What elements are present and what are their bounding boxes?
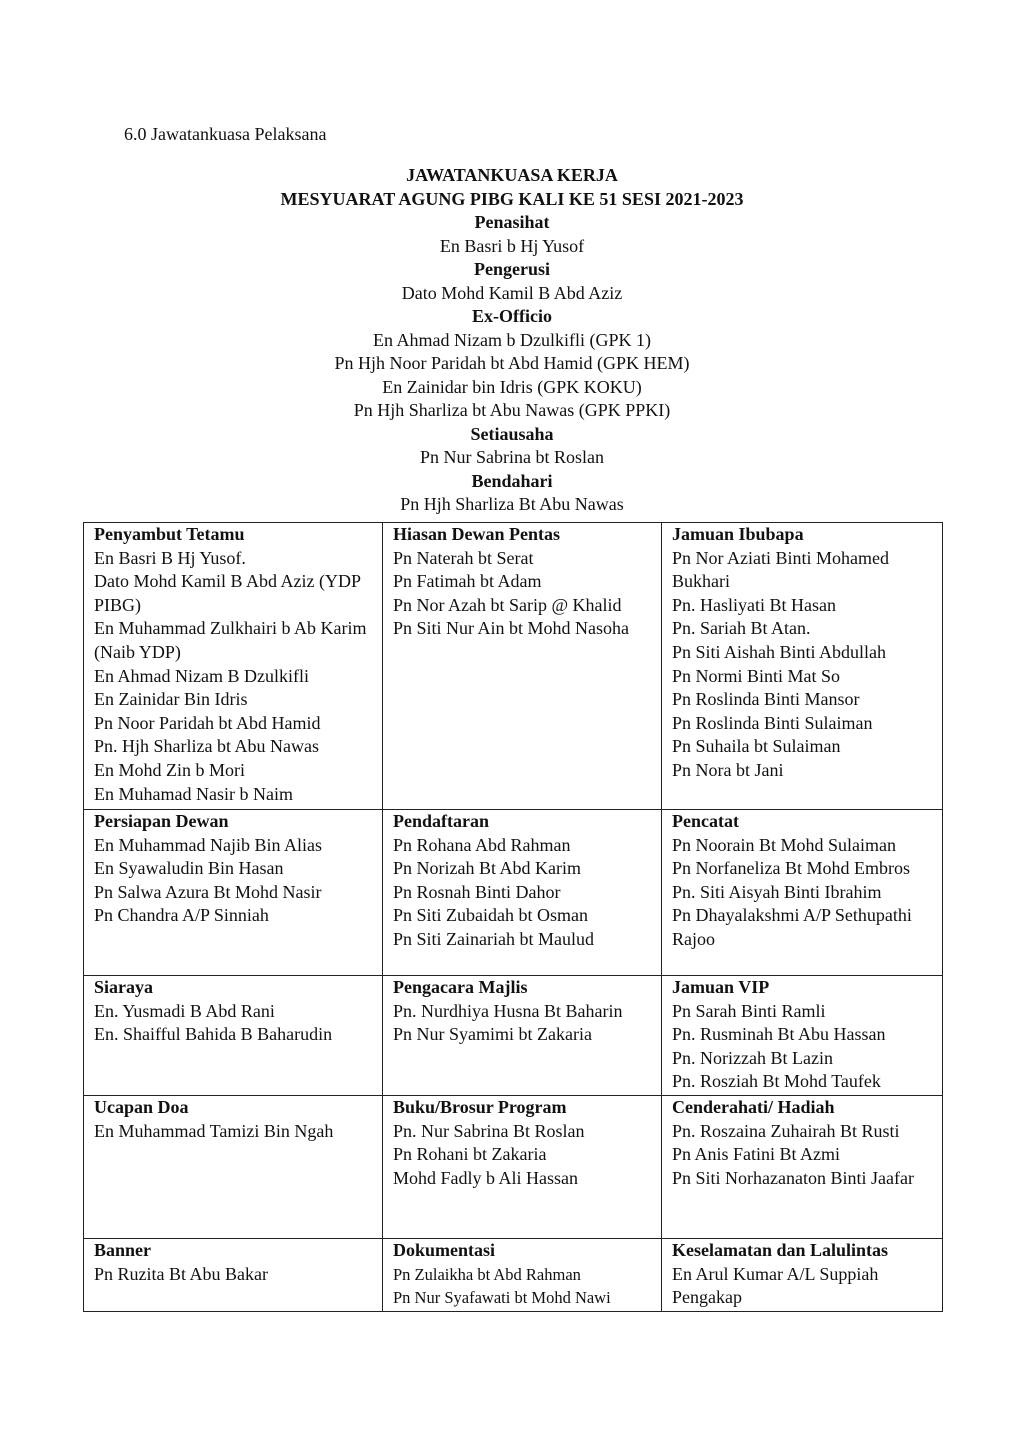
committee-title: Siaraya [94,977,154,997]
role-title-ex-officio: Ex-Officio [472,306,552,326]
committee-member: En Basri B Hj Yusof. [94,547,246,568]
committee-member: En Syawaludin Bin Hasan [94,858,284,879]
committee-member: Pn Siti Zainariah bt Maulud [393,928,594,949]
committee-cell [383,1239,662,1312]
committee-member: Pn Anis Fatini Bt Azmi [672,1144,841,1165]
committee-member: Pn Roslinda Binti Sulaiman [672,712,873,733]
committee-title: Buku/Brosur Program [393,1097,567,1117]
committee-member: Pn Nor Azah bt Sarip @ Khalid [393,594,622,615]
committee-member: Pn. Roszaina Zuhairah Bt Rusti [672,1120,900,1141]
header-title-line2: MESYUARAT AGUNG PIBG KALI KE 51 SESI 2021-2023 [280,188,744,209]
committee-member: En. Shaifful Bahida B Baharudin [94,1024,333,1045]
committee-member: Pn Sarah Binti Ramli [672,1000,826,1021]
committee-cell [662,1239,943,1312]
committee-member: En Muhammad Zulkhairi b Ab Karim (Naib YDP) [94,618,367,662]
committee-cell [84,1239,383,1312]
committee-member: Pn. Siti Aisyah Binti Ibrahim [672,881,882,902]
committee-member: En Muhamad Nasir b Naim [94,783,293,804]
committee-title: Pengacara Majlis [393,977,528,997]
committee-member: Pn Naterah bt Serat [393,547,534,568]
committee-member: En Muhammad Tamizi Bin Ngah [94,1120,334,1141]
committee-title: Cenderahati/ Hadiah [672,1097,835,1117]
committee-member: Pn Siti Nur Ain bt Mohd Nasoha [393,618,630,639]
committee-member: En Mohd Zin b Mori [94,759,245,780]
committee-cell [383,976,662,1096]
committee-member: Pn Siti Aishah Binti Abdullah [672,641,887,662]
committee-member: Pn. Rosziah Bt Mohd Taufek [672,1071,881,1092]
committee-member: Pn Noorain Bt Mohd Sulaiman [672,834,896,855]
committee-cell [383,1096,662,1239]
committee-member: Pn. Norizzah Bt Lazin [672,1047,833,1068]
role-member: En Ahmad Nizam b Dzulkifli (GPK 1) [373,329,651,350]
role-member: Dato Mohd Kamil B Abd Aziz [401,282,623,303]
committee-member: Pn Rohana Abd Rahman [393,834,571,855]
committee-title: Ucapan Doa [94,1097,189,1117]
committee-member: Pn. Sariah Bt Atan. [672,618,811,639]
committee-title: Jamuan VIP [672,977,770,997]
committee-cell [84,810,383,976]
committee-member: Pn Norizah Bt Abd Karim [393,858,581,879]
table-row [84,1096,943,1239]
committee-member: Pn Salwa Azura Bt Mohd Nasir [94,881,322,902]
committee-member: En Muhammad Najib Bin Alias [94,834,322,855]
committee-member: En. Yusmadi B Abd Rani [94,1000,275,1021]
committee-cell [84,523,383,810]
committee-member: En Zainidar Bin Idris [94,689,248,710]
section-title: 6.0 Jawatankuasa Pelaksana [124,124,327,144]
committee-member: Dato Mohd Kamil B Abd Aziz (YDP PIBG) [94,571,361,615]
committee-title: Pencatat [672,811,739,831]
committee-title: Keselamatan dan Lalulintas [672,1240,889,1260]
table-row [84,976,943,1096]
committee-cell [662,1096,943,1239]
committee-member: Pn. Nur Sabrina Bt Roslan [393,1120,585,1141]
committee-cell [84,976,383,1096]
committee-cell [662,523,943,810]
committee-cell [662,976,943,1096]
committee-member: Pn Nor Aziati Binti Mohamed Bukhari [672,547,889,592]
committee-member: Pn Normi Binti Mat So [672,665,841,686]
committee-cell [84,1096,383,1239]
table-row [84,810,943,976]
committee-member: Pn Norfaneliza Bt Mohd Embros [672,858,910,879]
table-row [84,1239,943,1312]
committee-member: Pn Siti Norhazanaton Binti Jaafar [672,1167,914,1188]
committee-member: Pn. Hjh Sharliza bt Abu Nawas [94,736,319,757]
committee-member: Pn Nur Syafawati bt Mohd Nawi [393,1288,611,1308]
committee-member: Pn Siti Zubaidah bt Osman [393,905,588,926]
committee-member: Pn Dhayalakshmi A/P Sethupathi Rajoo [672,905,912,949]
committee-member: Pn Rohani bt Zakaria [393,1144,547,1165]
role-member: En Basri b Hj Yusof [439,235,585,256]
committee-member: Pn Nora bt Jani [672,759,784,780]
committee-member: Pn Nur Syamimi bt Zakaria [393,1024,592,1045]
committee-member: Pn Fatimah bt Adam [393,571,542,592]
committee-cell [662,810,943,976]
committee-member: Pn Ruzita Bt Abu Bakar [94,1263,268,1284]
committee-title: Persiapan Dewan [94,811,229,831]
committee-member: Pn Zulaikha bt Abd Rahman [393,1264,581,1284]
committee-table [83,522,943,1312]
role-member: Pn Hjh Sharliza Bt Abu Nawas [400,494,624,514]
committee-member: En Ahmad Nizam B Dzulkifli [94,665,309,686]
header-title-line1: JAWATANKUASA KERJA [406,165,618,185]
committee-title: Hiasan Dewan Pentas [393,524,561,544]
role-title-pengerusi: Pengerusi [474,259,550,279]
committee-member: Pn. Rusminah Bt Abu Hassan [672,1024,886,1045]
role-member: En Zainidar bin Idris (GPK KOKU) [382,376,642,397]
role-member: Pn Nur Sabrina bt Roslan [420,447,604,467]
committee-cell [383,523,662,810]
role-title-bendahari: Bendahari [471,470,553,491]
committee-title: Jamuan Ibubapa [672,524,804,544]
committee-member: Pn. Hasliyati Bt Hasan [672,594,836,615]
committee-member: En Arul Kumar A/L Suppiah [672,1263,879,1284]
committee-member: Pengakap [672,1287,742,1308]
role-title-setiausaha: Setiausaha [470,423,554,444]
role-title-penasihat: Penasihat [474,212,550,232]
committee-member: Pn Noor Paridah bt Abd Hamid [94,712,321,733]
committee-title: Banner [94,1240,152,1260]
role-member: Pn Hjh Noor Paridah bt Abd Hamid (GPK HEM) [334,353,690,373]
table-row [84,523,943,810]
committee-title: Pendaftaran [393,811,489,831]
role-member: Pn Hjh Sharliza bt Abu Nawas (GPK PPKI) [353,400,671,420]
committee-cell [383,810,662,976]
document-header [0,164,1024,517]
committee-member: Pn Rosnah Binti Dahor [393,881,561,902]
committee-member: Pn Chandra A/P Sinniah [94,905,269,926]
committee-member: Mohd Fadly b Ali Hassan [393,1167,579,1188]
committee-member: Pn Suhaila bt Sulaiman [672,736,841,757]
committee-member: Pn Roslinda Binti Mansor [672,689,860,710]
committee-member: Pn. Nurdhiya Husna Bt Baharin [393,1000,623,1021]
committee-title: Dokumentasi [393,1240,496,1260]
committee-title: Penyambut Tetamu [94,524,245,544]
